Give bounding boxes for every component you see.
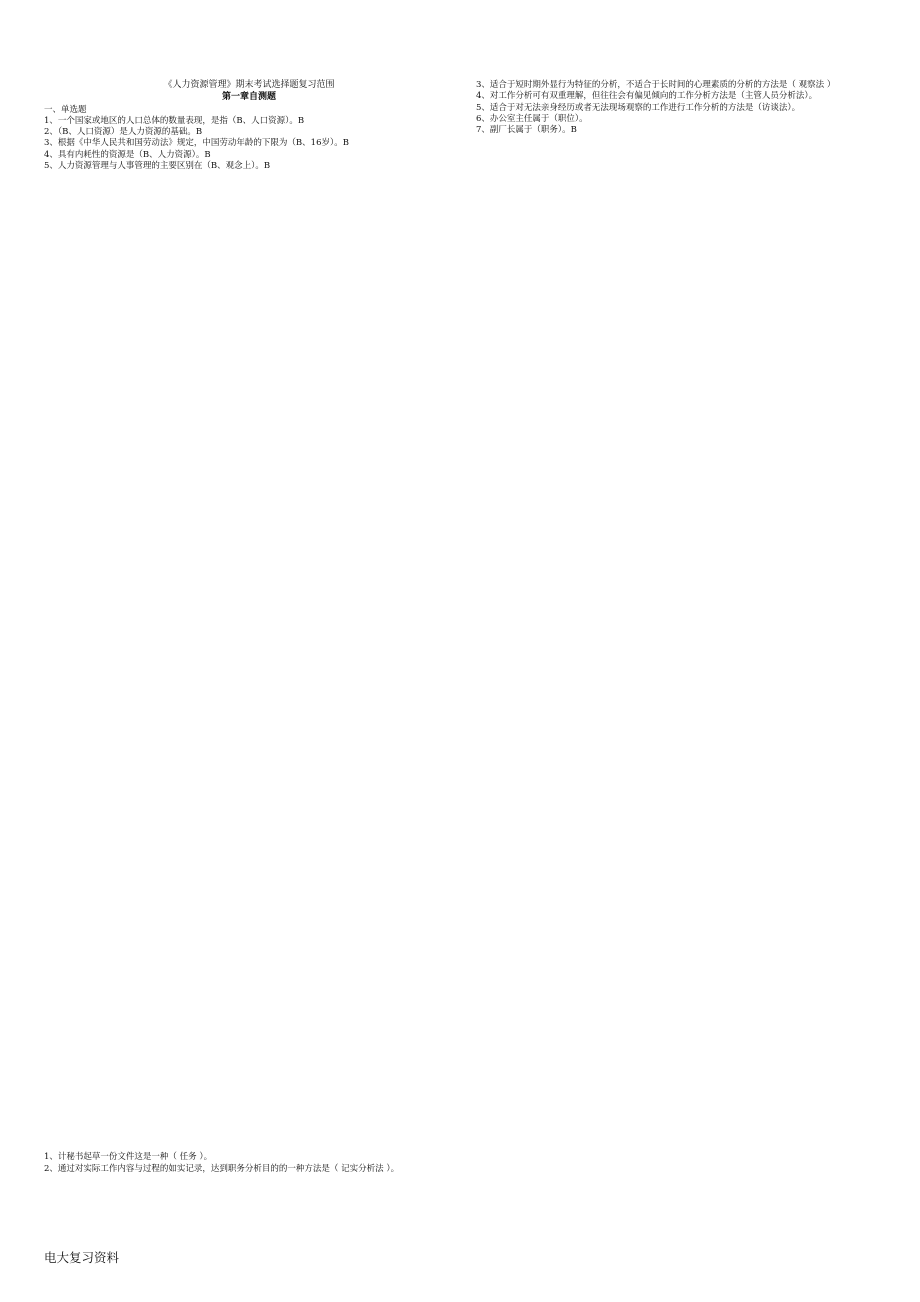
- omitted-question-area: [44, 172, 454, 1152]
- question-item: 3、根据《中华人民共和国劳动法》规定，中国劳动年龄的下限为（B、16岁）。B: [44, 138, 349, 149]
- question-item: 2、（B、人口资源）是人力资源的基础。B: [44, 127, 203, 138]
- question-item: 6、办公室主任属于（职位）。: [476, 113, 588, 124]
- question-item: 1、一个国家或地区的人口总体的数量表现，是指（B、人口资源）。B: [44, 115, 305, 126]
- left-questions-top: [44, 116, 454, 172]
- question-item: 5、人力资源管理与人事管理的主要区别在（B、观念上）。B: [44, 161, 271, 172]
- right-column: [476, 80, 888, 136]
- question-item: 4、对工作分析可有双重理解，但往往会有偏见倾向的工作分析方法是（主管人员分析法）。: [476, 91, 818, 102]
- question-item: 2、通过对实际工作内容与过程的如实记录，达到职务分析目的的一种方法是（ 记实分析法 ）。: [44, 1163, 400, 1174]
- question-item: 3、适合于短时期外显行为特征的分析，不适合于长时间的心理素质的分析的方法是（ 观察法 ）: [476, 80, 836, 90]
- section-heading: 一、单选题: [44, 104, 87, 115]
- left-questions-bottom: [44, 1152, 454, 1175]
- question-item: 1、计秘书起草一份文件这是一种（ 任务 ）。: [44, 1152, 213, 1163]
- footer-label: 电大复习资料: [44, 1250, 120, 1265]
- chapter-title: 第一章自测题: [221, 92, 276, 103]
- question-item: 7、副厂长属于（职务）。B: [476, 125, 577, 136]
- document-title: 《人力资源管理》期末考试选择题复习范围: [163, 80, 335, 90]
- left-column: [44, 80, 454, 1175]
- question-item: 4、具有内耗性的资源是（B、人力资源）。B: [44, 149, 211, 160]
- question-item: 5、适合于对无法亲身经历或者无法现场观察的工作进行工作分析的方法是（访谈法）。: [476, 102, 801, 113]
